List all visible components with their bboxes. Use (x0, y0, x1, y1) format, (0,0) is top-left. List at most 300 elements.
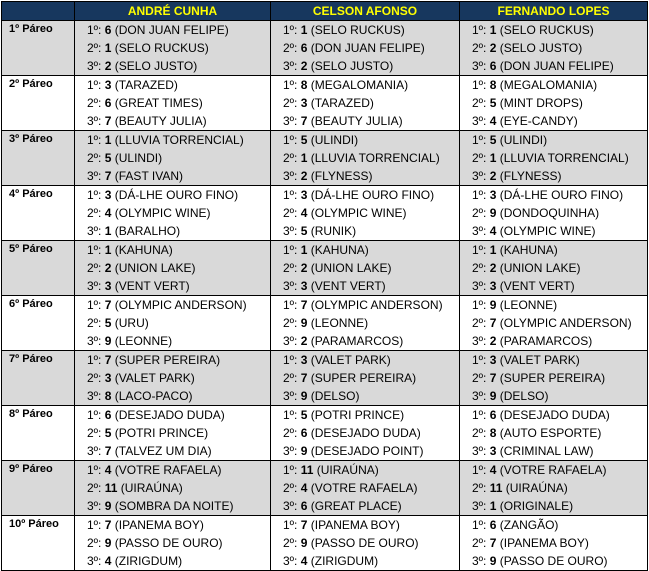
pick-line (271, 351, 459, 369)
pick-line (460, 296, 647, 314)
race-row (2, 21, 648, 76)
pick-line (460, 277, 647, 295)
pick-number: 1 (300, 151, 308, 165)
horse-name: (LEONNE) (499, 298, 558, 312)
pick-place: 2º: (87, 371, 102, 385)
pick-place: 1º: (283, 23, 298, 37)
pick-line (75, 497, 270, 515)
pick-number: 4 (300, 481, 308, 495)
header-row (2, 2, 648, 21)
pick-number: 2 (489, 261, 497, 275)
picks-celson-afonso (271, 186, 460, 241)
race-label: 6º Páreo (2, 296, 75, 351)
horse-name: (DÁ-LHE OURO FINO) (499, 188, 624, 202)
horse-name: (OLYMPIC WINE) (114, 206, 211, 220)
pick-place: 2º: (87, 261, 102, 275)
pick-place: 1º: (472, 408, 487, 422)
picks-celson-afonso (271, 516, 460, 571)
pick-number: 1 (489, 151, 497, 165)
pick-place: 1º: (472, 188, 487, 202)
horse-name: (MINT DROPS) (499, 96, 583, 110)
pick-place: 3º: (472, 169, 487, 183)
pick-place: 1º: (472, 463, 487, 477)
horse-name: (SELO RUCKUS) (114, 41, 209, 55)
pick-number: 7 (104, 114, 112, 128)
horse-name: (SOMBRA DA NOITE) (114, 499, 234, 513)
pick-place: 1º: (283, 298, 298, 312)
pick-number: 1 (104, 243, 112, 257)
pick-place: 3º: (87, 554, 102, 568)
horse-name: (KAHUNA) (310, 243, 369, 257)
horse-name: (FAST IVAN) (114, 169, 183, 183)
pick-number: 4 (489, 463, 497, 477)
pick-place: 2º: (472, 536, 487, 550)
pick-line (271, 39, 459, 57)
pick-place: 2º: (87, 151, 102, 165)
pick-line (75, 277, 270, 295)
pick-line (460, 461, 647, 479)
pick-line (75, 76, 270, 94)
pick-number: 9 (300, 389, 308, 403)
picks-celson-afonso (271, 131, 460, 186)
horse-name: (PASSO DE OURO) (310, 536, 419, 550)
pick-place: 3º: (87, 279, 102, 293)
pick-number: 6 (489, 59, 497, 73)
pick-number: 5 (104, 426, 112, 440)
pick-place: 1º: (472, 243, 487, 257)
pick-place: 3º: (87, 334, 102, 348)
pick-place: 2º: (87, 41, 102, 55)
pick-number: 9 (489, 554, 497, 568)
picks-fernando-lopes (460, 516, 648, 571)
pick-number: 5 (300, 224, 308, 238)
pick-place: 3º: (283, 59, 298, 73)
pick-place: 3º: (472, 224, 487, 238)
picks-celson-afonso (271, 351, 460, 406)
pick-number: 6 (104, 96, 112, 110)
pick-place: 1º: (87, 408, 102, 422)
pick-place: 1º: (472, 23, 487, 37)
picks-celson-afonso (271, 21, 460, 76)
pick-number: 3 (300, 353, 308, 367)
pick-place: 3º: (472, 389, 487, 403)
pick-place: 2º: (283, 41, 298, 55)
pick-place: 1º: (87, 298, 102, 312)
pick-place: 1º: (87, 243, 102, 257)
pick-line (271, 497, 459, 515)
pick-place: 2º: (283, 261, 298, 275)
pick-place: 3º: (472, 114, 487, 128)
race-row (2, 131, 648, 186)
pick-number: 5 (104, 151, 112, 165)
horse-name: (DONDOQUINHA) (499, 206, 600, 220)
pick-number: 11 (104, 481, 118, 495)
horse-name: (PASSO DE OURO) (499, 554, 608, 568)
pick-place: 1º: (283, 463, 298, 477)
horse-name: (ORIGINALE) (499, 499, 574, 513)
pick-number: 1 (300, 243, 308, 257)
pick-place: 3º: (283, 389, 298, 403)
header-corner (2, 2, 75, 21)
pick-number: 4 (300, 554, 308, 568)
picks-fernando-lopes (460, 406, 648, 461)
horse-name: (EYE-CANDY) (499, 114, 578, 128)
picks-celson-afonso (271, 406, 460, 461)
pick-line (460, 369, 647, 387)
pick-number: 1 (104, 133, 112, 147)
pick-number: 2 (300, 261, 308, 275)
picks-fernando-lopes (460, 186, 648, 241)
pick-place: 3º: (283, 334, 298, 348)
pick-place: 1º: (472, 518, 487, 532)
race-row (2, 76, 648, 131)
horse-name: (SUPER PEREIRA) (114, 353, 221, 367)
pick-number: 6 (300, 499, 308, 513)
pick-place: 2º: (87, 316, 102, 330)
pick-number: 2 (300, 169, 308, 183)
header-fernando-lopes: FERNANDO LOPES (460, 2, 648, 21)
pick-line (271, 222, 459, 240)
pick-place: 1º: (283, 243, 298, 257)
pick-line (75, 259, 270, 277)
pick-line (75, 21, 270, 39)
race-label: 3º Páreo (2, 131, 75, 186)
pick-place: 3º: (283, 499, 298, 513)
pick-line (460, 39, 647, 57)
pick-number: 7 (104, 353, 112, 367)
picks-andre-cunha (75, 241, 271, 296)
pick-number: 6 (489, 408, 497, 422)
pick-place: 2º: (87, 481, 102, 495)
pick-line (460, 241, 647, 259)
pick-number: 1 (489, 499, 497, 513)
pick-line (75, 406, 270, 424)
pick-place: 1º: (283, 78, 298, 92)
horse-name: (UIRAÚNA) (316, 463, 379, 477)
horse-name: (VALET PARK) (499, 353, 580, 367)
pick-number: 5 (104, 316, 112, 330)
pick-line (75, 241, 270, 259)
horse-name: (PASSO DE OURO) (114, 536, 223, 550)
pick-number: 6 (104, 408, 112, 422)
horse-name: (KAHUNA) (499, 243, 558, 257)
pick-line (75, 186, 270, 204)
pick-line (460, 497, 647, 515)
race-row (2, 186, 648, 241)
pick-line (271, 131, 459, 149)
horse-name: (DESEJADO DUDA) (114, 408, 225, 422)
pick-place: 1º: (283, 133, 298, 147)
pick-line (460, 204, 647, 222)
horse-name: (AUTO ESPORTE) (499, 426, 602, 440)
horse-name: (VOTRE RAFAELA) (310, 481, 418, 495)
picks-andre-cunha (75, 296, 271, 351)
picks-fernando-lopes (460, 296, 648, 351)
horse-name: (ULINDI) (499, 133, 548, 147)
pick-place: 2º: (472, 96, 487, 110)
pick-line (460, 94, 647, 112)
pick-line (75, 442, 270, 460)
horse-name: (TARAZED) (310, 96, 374, 110)
pick-place: 2º: (472, 316, 487, 330)
pick-place: 3º: (87, 224, 102, 238)
pick-line (271, 406, 459, 424)
pick-place: 3º: (87, 59, 102, 73)
pick-place: 2º: (472, 371, 487, 385)
pick-place: 3º: (87, 499, 102, 513)
pick-line (75, 131, 270, 149)
pick-number: 1 (300, 23, 308, 37)
pick-number: 6 (489, 518, 497, 532)
picks-celson-afonso (271, 76, 460, 131)
pick-number: 4 (104, 206, 112, 220)
pick-line (271, 296, 459, 314)
horse-name: (RUNIK) (310, 224, 357, 238)
pick-number: 7 (300, 371, 308, 385)
pick-place: 2º: (87, 536, 102, 550)
pick-number: 7 (104, 298, 112, 312)
pick-number: 2 (300, 334, 308, 348)
horse-name: (SUPER PEREIRA) (310, 371, 417, 385)
picks-fernando-lopes (460, 461, 648, 516)
picks-andre-cunha (75, 461, 271, 516)
pick-number: 7 (104, 518, 112, 532)
pick-line (75, 112, 270, 130)
pick-number: 7 (104, 169, 112, 183)
pick-place: 3º: (87, 389, 102, 403)
pick-line (271, 241, 459, 259)
horse-name: (SELO JUSTO) (114, 59, 198, 73)
pick-place: 1º: (283, 188, 298, 202)
picks-andre-cunha (75, 406, 271, 461)
pick-line (75, 369, 270, 387)
picks-andre-cunha (75, 516, 271, 571)
pick-line (271, 387, 459, 405)
pick-number: 4 (489, 114, 497, 128)
picks-fernando-lopes (460, 131, 648, 186)
horse-name: (CRIMINAL LAW) (499, 444, 594, 458)
race-label: 8º Páreo (2, 406, 75, 461)
horse-name: (UIRAÚNA) (120, 481, 183, 495)
horse-name: (DELSO) (310, 389, 360, 403)
horse-name: (LLUVIA TORRENCIAL) (499, 151, 629, 165)
horse-name: (BARALHO) (114, 224, 181, 238)
pick-line (75, 296, 270, 314)
pick-place: 3º: (472, 444, 487, 458)
pick-number: 3 (300, 188, 308, 202)
pick-number: 4 (104, 463, 112, 477)
races-body (2, 21, 648, 571)
pick-number: 2 (104, 261, 112, 275)
pick-line (271, 167, 459, 185)
horse-name: (VENT VERT) (499, 279, 575, 293)
pick-number: 6 (300, 41, 308, 55)
pick-number: 8 (104, 389, 112, 403)
pick-line (75, 204, 270, 222)
pick-place: 2º: (87, 426, 102, 440)
pick-place: 3º: (472, 554, 487, 568)
pick-line (75, 314, 270, 332)
race-label: 2º Páreo (2, 76, 75, 131)
pick-number: 1 (489, 243, 497, 257)
horse-name: (DÁ-LHE OURO FINO) (310, 188, 435, 202)
pick-number: 9 (489, 389, 497, 403)
pick-place: 2º: (472, 426, 487, 440)
horse-name: (VALET PARK) (114, 371, 195, 385)
horse-name: (MEGALOMANIA) (499, 78, 598, 92)
horse-name: (BEAUTY JULIA) (310, 114, 403, 128)
pick-place: 3º: (283, 114, 298, 128)
pick-place: 2º: (472, 206, 487, 220)
pick-number: 9 (104, 499, 112, 513)
horse-name: (IPANEMA BOY) (114, 518, 204, 532)
pick-number: 11 (489, 481, 503, 495)
race-label: 5º Páreo (2, 241, 75, 296)
picks-andre-cunha (75, 186, 271, 241)
horse-name: (OLYMPIC WINE) (310, 206, 407, 220)
pick-number: 3 (104, 279, 112, 293)
pick-place: 2º: (283, 426, 298, 440)
race-row (2, 241, 648, 296)
pick-place: 2º: (283, 151, 298, 165)
pick-number: 1 (104, 224, 112, 238)
race-label: 9º Páreo (2, 461, 75, 516)
pick-number: 4 (489, 224, 497, 238)
horse-name: (SELO RUCKUS) (499, 23, 594, 37)
horse-name: (VENT VERT) (114, 279, 190, 293)
pick-number: 7 (489, 536, 497, 550)
pick-number: 9 (300, 316, 308, 330)
pick-number: 2 (104, 59, 112, 73)
pick-place: 2º: (283, 316, 298, 330)
pick-line (460, 149, 647, 167)
pick-line (271, 21, 459, 39)
pick-place: 3º: (87, 444, 102, 458)
pick-number: 5 (489, 96, 497, 110)
pick-line (460, 387, 647, 405)
horse-name: (OLYMPIC ANDERSON) (310, 298, 443, 312)
pick-number: 3 (489, 444, 497, 458)
pick-line (460, 552, 647, 570)
pick-line (460, 76, 647, 94)
horse-name: (OLYMPIC WINE) (499, 224, 596, 238)
pick-place: 2º: (472, 41, 487, 55)
pick-line (271, 314, 459, 332)
race-row (2, 351, 648, 406)
horse-name: (DELSO) (499, 389, 549, 403)
pick-line (271, 461, 459, 479)
pick-place: 2º: (472, 481, 487, 495)
pick-place: 2º: (283, 96, 298, 110)
pick-line (271, 332, 459, 350)
horse-name: (PARAMARCOS) (499, 334, 593, 348)
pick-number: 6 (300, 426, 308, 440)
pick-place: 3º: (283, 169, 298, 183)
pick-line (460, 479, 647, 497)
pick-number: 3 (104, 371, 112, 385)
pick-number: 1 (104, 41, 112, 55)
pick-line (271, 76, 459, 94)
picks-andre-cunha (75, 131, 271, 186)
pick-number: 7 (300, 298, 308, 312)
pick-line (271, 277, 459, 295)
pick-line (460, 259, 647, 277)
pick-number: 7 (489, 371, 497, 385)
horse-name: (TARAZED) (114, 78, 178, 92)
pick-line (460, 131, 647, 149)
pick-place: 1º: (472, 133, 487, 147)
pick-line (271, 57, 459, 75)
pick-number: 9 (104, 536, 112, 550)
pick-line (75, 387, 270, 405)
pick-number: 9 (104, 334, 112, 348)
pick-line (460, 424, 647, 442)
pick-place: 3º: (283, 554, 298, 568)
pick-line (75, 479, 270, 497)
race-label: 1º Páreo (2, 21, 75, 76)
pick-line (75, 94, 270, 112)
horse-name: (VALET PARK) (310, 353, 391, 367)
pick-place: 3º: (472, 499, 487, 513)
horse-name: (VOTRE RAFAELA) (499, 463, 607, 477)
horse-name: (SELO JUSTO) (310, 59, 394, 73)
pick-line (75, 516, 270, 534)
pick-number: 2 (489, 334, 497, 348)
pick-number: 2 (489, 41, 497, 55)
pick-line (75, 39, 270, 57)
horse-name: (UIRAÚNA) (505, 481, 568, 495)
pick-line (271, 369, 459, 387)
pick-number: 7 (489, 316, 497, 330)
pick-number: 5 (300, 133, 308, 147)
pick-line (460, 222, 647, 240)
pick-place: 2º: (87, 96, 102, 110)
pick-line (271, 534, 459, 552)
horse-name: (PARAMARCOS) (310, 334, 404, 348)
pick-place: 2º: (472, 151, 487, 165)
pick-place: 2º: (87, 206, 102, 220)
pick-place: 3º: (87, 169, 102, 183)
pick-number: 1 (489, 23, 497, 37)
pick-line (271, 516, 459, 534)
pick-number: 3 (300, 96, 308, 110)
pick-number: 4 (300, 206, 308, 220)
pick-line (460, 112, 647, 130)
picks-fernando-lopes (460, 351, 648, 406)
tips-table (1, 1, 648, 571)
horse-name: (TALVEZ UM DIA) (114, 444, 212, 458)
picks-celson-afonso (271, 241, 460, 296)
race-row (2, 516, 648, 571)
race-row (2, 406, 648, 461)
header-celson-afonso: CELSON AFONSO (271, 2, 460, 21)
pick-line (271, 94, 459, 112)
horse-name: (LLUVIA TORRENCIAL) (114, 133, 244, 147)
horse-name: (LLUVIA TORRENCIAL) (310, 151, 440, 165)
horse-name: (DESEJADO DUDA) (499, 408, 610, 422)
pick-line (460, 186, 647, 204)
horse-name: (ULINDI) (310, 133, 359, 147)
pick-line (460, 167, 647, 185)
horse-name: (ZIRIGDUM) (114, 554, 183, 568)
pick-line (75, 57, 270, 75)
pick-place: 3º: (472, 334, 487, 348)
pick-line (271, 112, 459, 130)
pick-number: 7 (104, 444, 112, 458)
pick-line (75, 424, 270, 442)
pick-number: 7 (300, 518, 308, 532)
pick-line (460, 406, 647, 424)
